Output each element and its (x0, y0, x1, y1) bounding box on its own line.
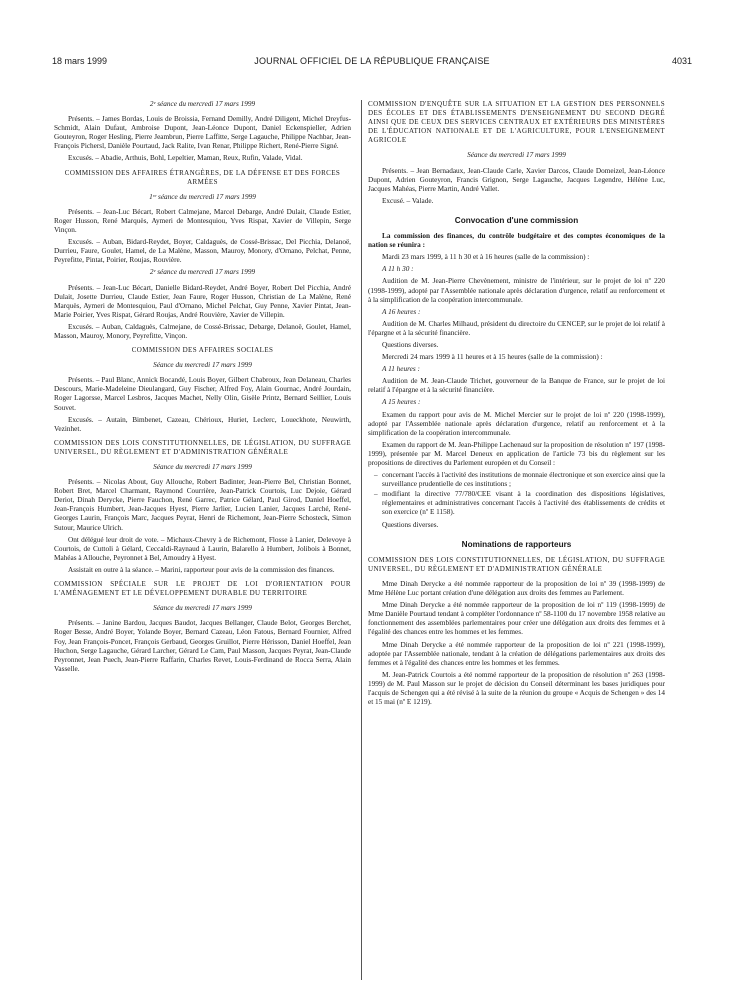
presents-paragraph: Présents. – Nicolas About, Guy Allouche, Robert Badinter, Jean-Pierre Bel, Christian Bonnet, Robert Bret, Marcel Charmant, Raymond Courrière, Jean-Patrick Courtois, Luc Dejoie, Gérard Deriot, Dinah Derycke, Pierre Fauchon, René Garrec, Patrice Gélard, Paul Girod, Daniel Hoeffel, Jean-François Humbert, Jean-Jacques Hyest, Pierre Jarlier, Lucien Lanier, Jacques Larché, René-Georges Laurin, François Marc, Jacques Peyrat, Henri de Richemont, Jean-Pierre Schosteck, Simon Sutour, Maurice Ulrich. (54, 478, 351, 532)
agenda-item: Examen du rapport de M. Jean-Philippe Lachenaud sur la proposition de résolution nº 197 (1998-1999), présentée par M. Marcel Deneux en application de l'article 73 bis du règlement sur les propositions de directives du Parlement européen et du Conseil : (368, 440, 665, 467)
list-item: – concernant l'accès à l'activité des institutions de monnaie électronique et son exercice ainsi que la surveillance prudentielle de ces institutions ; (382, 471, 665, 489)
meeting-date: Mercredi 24 mars 1999 à 11 heures et à 15 heures (salle de la commission) : (382, 353, 603, 362)
convocation-intro: La commission des finances, du contrôle budgétaire et des comptes économiques de la nation se réunira : (368, 232, 665, 250)
convocation-heading: Convocation d'une commission (454, 215, 579, 225)
presents-paragraph: Présents. – James Bordas, Louis de Broissia, Fernand Demilly, André Diligent, Michel Dreyfus-Schmidt, Alain Dufaut, Ambroise Dupont, Jean-Léonce Dupont, Daniel Eckenspieller, Adrien Gouteyron, Roger Hesling, Pierre Jeambrun, Pierre Laffitte, Serge Lagauche, Philippe Nachbar, Jean-François Pichersl, Danièle Pourtaud, Jack Ralite, Ivan Renar, Philippe Richert, René-Pierre Signé. (54, 115, 351, 151)
agenda-item: Audition de M. Charles Milhaud, président du directoire du CENCEP, sur le projet de loi relatif à l'épargne et à la sécurité financière. (368, 319, 665, 337)
commission-title: COMMISSION DES AFFAIRES ÉTRANGÈRES, DE LA DÉFENSE ET DES FORCES ARMÉES (64, 168, 341, 186)
agenda-item: Questions diverses. (382, 520, 439, 529)
session-heading: Séance du mercredi 17 mars 1999 (153, 463, 252, 471)
presents-paragraph: Présents. – Paul Blanc, Annick Bocandé, Louis Boyer, Gilbert Chabroux, Jean Delaneau, Charles Descours, Marie-Madeleine Dieulangard, Guy Fischer, Alfred Foy, Alain Gournac, André Jourdain, Roger Lagorsse, Marcel Lesbros, Jacques Machet, Nelly Olin, Gisèle Printz, Bernard Seillier, Louis Souvet. (54, 376, 351, 412)
meeting-date: Mardi 23 mars 1999, à 11 h 30 et à 16 heures (salle de la commission) : (382, 253, 590, 262)
meeting-time: A 11 heures : (382, 365, 420, 374)
left-column (54, 100, 351, 677)
meeting-time: A 15 heures : (382, 398, 421, 407)
journal-title: JOURNAL OFFICIEL DE LA RÉPUBLIQUE FRANÇAISE (254, 56, 490, 66)
directive-list (368, 471, 665, 517)
list-item: – modifiant la directive 77/780/CEE visant à la coordination des dispositions législatives, réglementaires et administratives concernant l'accès à l'activité des établissements de crédits et son exercice (nº E 1158). (382, 490, 665, 517)
excuses-paragraph: Excusé. – Valade. (382, 196, 434, 205)
nomination-paragraph: M. Jean-Patrick Courtois a été nommé rapporteur de la proposition de résolution nº 263 (1998-1999) de M. Paul Masson sur le projet de décision du Conseil déterminant les bases juridiques pour l'acquis de Schengen qui a été révisé à la suite de la réunion du groupe « Acquis de Schengen » des 14 et 15 mai (nº E 1219). (368, 670, 665, 707)
commission-title: COMMISSION DES LOIS CONSTITUTIONNELLES, DE LÉGISLATION, DU SUFFRAGE UNIVERSEL, DU RÈGLEMENT ET D'ADMINISTRATION GÉNÉRALE (368, 555, 665, 573)
excuses-paragraph: Excusés. – Auban, Caldaguès, Calmejane, de Cossé-Brissac, Debarge, Delanoë, Goulet, Hamel, Masson, Mauroy, Monory, Peyrefitte, Vinçon. (54, 322, 351, 340)
column-divider (361, 100, 362, 980)
page-header (52, 56, 692, 70)
agenda-item: Audition de M. Jean-Claude Trichet, gouverneur de la Banque de France, sur le projet de loi relatif à l'épargne et à la sécurité financière. (368, 377, 665, 395)
excuses-paragraph: Excusés. – Auban, Bidard-Reydet, Boyer, Caldaguès, de Cossé-Brissac, Del Picchia, Delanoë, Durrieu, Faure, Goulet, Hamel, de La Malène, Masson, Mauroy, Monory, d'Ornano, Pelchat, Penne, Peyrefitte, Pintat, Poirier, Roujas, Rouvière. (54, 238, 351, 265)
meeting-time: A 16 heures : (382, 307, 421, 316)
session-heading: 2ᵉ séance du mercredi 17 mars 1999 (149, 268, 256, 277)
session-heading: Séance du mercredi 17 mars 1999 (153, 361, 252, 370)
right-column (368, 100, 665, 710)
nominations-heading: Nominations de rapporteurs (461, 539, 572, 549)
session-heading: 1ʳᵉ séance du mercredi 17 mars 1999 (149, 192, 256, 201)
session-heading: 2ᵉ séance du mercredi 17 mars 1999 (149, 100, 256, 108)
presents-paragraph: Présents. – Jean-Luc Bécart, Robert Calmejane, Marcel Debarge, André Dulait, Claude Estier, Roger Husson, René Marquès, Aymeri de Montesquiou, Yves Rispat, Xavier de Villepin, Serge Vinçon. (54, 207, 351, 235)
page-number: 4031 (671, 56, 692, 66)
delegation-paragraph: Ont délégué leur droit de vote. – Michaux-Chevry à de Richemont, Flosse à Lanier, Delevoye à Courtois, de Cuttoli à Gélard, Ceccaldi-Raynaud à Laurin, Balarello à Humbert, Jolibois à Bonnet, Mahéas à Allouche, Peyronnet à Bel, Amoudry à Hyest. (54, 535, 351, 562)
commission-title: COMMISSION DES LOIS CONSTITUTIONNELLES, DE LÉGISLATION, DU SUFFRAGE UNIVERSEL, DU RÈGLEMENT ET D'ADMINISTRATION GÉNÉRALE (54, 438, 351, 456)
commission-title: COMMISSION D'ENQUÊTE SUR LA SITUATION ET LA GESTION DES PERSONNELS DES ÉCOLES ET DES ÉTABLISSEMENTS D'ENSEIGNEMENT DU SECOND DEGRÉ AINSI QUE DE CEUX DES SERVICES CENTRAUX ET EXTÉRIEURS DES MINISTÈRES DE L'ÉDUCATION NATIONALE ET DE L'AGRICULTURE, POUR L'ENSEIGNEMENT AGRICOLE (368, 100, 665, 145)
presents-paragraph: Présents. – Jean-Luc Bécart, Danielle Bidard-Reydet, André Boyer, Robert Del Picchia, André Dulait, Josette Durrieu, Claude Estier, Jean Faure, Roger Husson, Christian de La Malène, René Marquès, Aymeri de Montesquiou, Paul d'Ornano, Michel Pelchat, Guy Penne, Xavier Pintat, Jean-Marie Poirier, Yves Rispat, Gérard Roujas, André Rouvière, Xavier de Villepin. (54, 283, 351, 319)
agenda-item: Questions diverses. (382, 340, 439, 349)
presents-paragraph: Présents. – Jean Bernadaux, Jean-Claude Carle, Xavier Darcos, Claude Domeizel, Jean-Léonce Dupont, Adrien Gouteyron, Francis Grignon, Serge Lagauche, Jacques Legendre, Hélène Luc, Jacques Mahéas, Pierre Martin, André Vallet. (368, 166, 665, 193)
nomination-paragraph: Mme Dinah Derycke a été nommée rapporteur de la proposition de loi nº 119 (1998-1999) de Mme Danièle Pourtaud tendant à compléter l'ordonnance nº 58-1100 du 17 novembre 1958 relative au fonctionnement des assemblées parlementaires pour créer une délégation aux droits des femmes et à l'égalité des chances entre les hommes et les femmes. (368, 601, 665, 637)
excuses-paragraph: Excusés. – Autain, Bimbenet, Cazeau, Chérioux, Huriet, Leclerc, Loueckhote, Neuwirth, Vezinhet. (54, 415, 351, 433)
assistait-paragraph: Assistait en outre à la séance. – Marini, rapporteur pour avis de la commission des finances. (68, 565, 335, 574)
commission-title: COMMISSION SPÉCIALE SUR LE PROJET DE LOI D'ORIENTATION POUR L'AMÉNAGEMENT ET LE DÉVELOPPEMENT DURABLE DU TERRITOIRE (54, 580, 351, 598)
session-heading: Séance du mercredi 17 mars 1999 (153, 604, 252, 613)
presents-paragraph: Présents. – Janine Bardou, Jacques Baudot, Jacques Bellanger, Claude Belot, Georges Berchet, Roger Besse, André Boyer, Yolande Boyer, Bernard Cazeau, Léon Fatous, Bernard Fournier, Alfred Foy, Jean François-Poncet, François Gerbaud, Georges Gruillot, Pierre Hérisson, Daniel Hoeffel, Jean Huchon, Serge Lagauche, Gérard Larcher, Gérard Le Cam, Paul Masson, Jacques Peyrat, Jean-Claude Peyronnet, Jean Puech, Jean-Pierre Raffarin, Charles Revet, Louis-Ferdinand de Rocca Serra, Alain Vasselle. (54, 619, 351, 673)
agenda-item: Examen du rapport pour avis de M. Michel Mercier sur le projet de loi nº 220 (1998-1999), adopté par l'Assemblée nationale après déclaration d'urgence, relatif au renforcement et à la simplification de la coopération intercommunale. (368, 410, 665, 437)
nomination-paragraph: Mme Dinah Derycke a été nommée rapporteur de la proposition de loi nº 221 (1998-1999), adoptée par l'Assemblée nationale, tendant à la création de délégations parlementaires aux droits des femmes et à l'égalité des chances entre les hommes et les femmes. (368, 640, 665, 667)
agenda-item: Audition de M. Jean-Pierre Chevènement, ministre de l'intérieur, sur le projet de loi nº 220 (1998-1999), adopté par l'Assemblée nationale après déclaration d'urgence, relatif au renforcement et à la simplification de la coopération intercommunale. (368, 277, 665, 304)
nomination-paragraph: Mme Dinah Derycke a été nommée rapporteur de la proposition de loi nº 39 (1998-1999) de Mme Hélène Luc portant création d'une délégation aux droits des femmes au Parlement. (368, 579, 665, 598)
meeting-time: A 11 h 30 : (382, 265, 414, 274)
session-heading: Séance du mercredi 17 mars 1999 (467, 151, 566, 160)
excuses-paragraph: Excusés. – Abadie, Arthuis, Bohl, Lepeltier, Maman, Reux, Rufin, Valade, Vidal. (68, 154, 303, 163)
issue-date: 18 mars 1999 (52, 56, 108, 66)
commission-title: COMMISSION DES AFFAIRES SOCIALES (131, 346, 274, 355)
